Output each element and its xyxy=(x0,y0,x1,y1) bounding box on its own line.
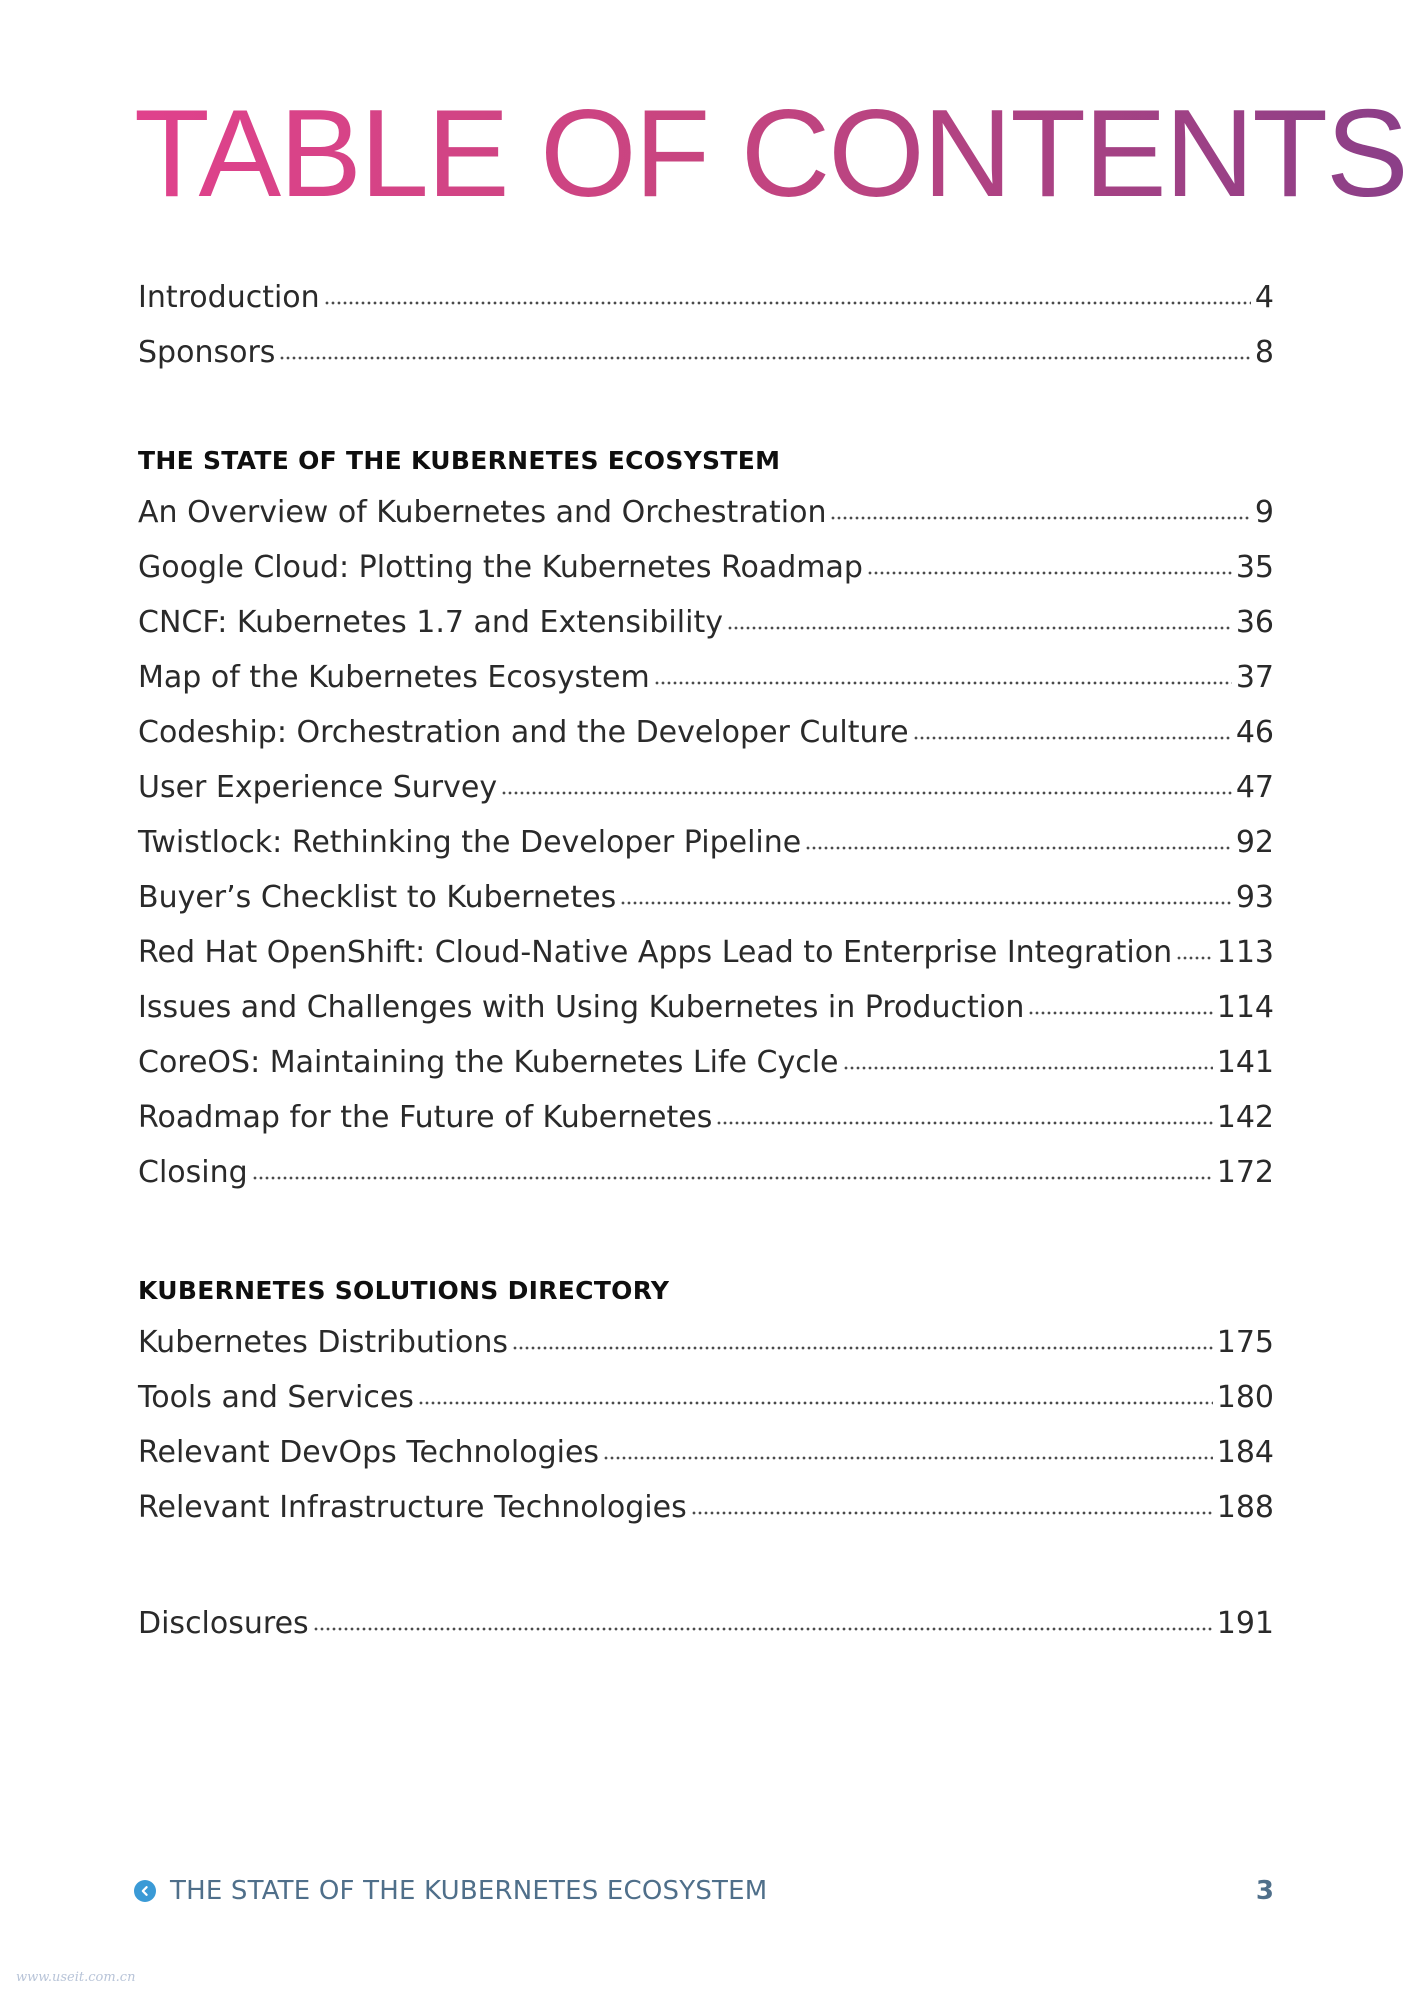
toc-entry[interactable] xyxy=(138,325,1274,380)
section-heading: THE STATE OF THE KUBERNETES ECOSYSTEM xyxy=(138,446,781,475)
toc-entry-label: CoreOS: Maintaining the Kubernetes Life Cycle xyxy=(138,1045,839,1080)
toc-entry-page: 172 xyxy=(1216,1155,1274,1190)
dot-leader xyxy=(727,624,1232,632)
toc-entry-label: Codeship: Orchestration and the Developer Culture xyxy=(138,715,909,750)
toc-entry-page: 180 xyxy=(1216,1380,1274,1415)
toc-entry[interactable] xyxy=(138,705,1274,760)
toc-entry[interactable] xyxy=(138,1370,1274,1425)
dot-leader xyxy=(654,679,1232,687)
toc-entry-label: Google Cloud: Plotting the Kubernetes Roadmap xyxy=(138,550,863,585)
dot-leader xyxy=(867,569,1232,577)
toc-entry-page: 93 xyxy=(1235,880,1274,915)
toc-entry-page: 37 xyxy=(1235,660,1274,695)
toc-entry[interactable] xyxy=(138,1145,1274,1200)
toc-entry[interactable] xyxy=(138,815,1274,870)
toc-entry[interactable] xyxy=(138,485,1274,540)
section-heading: KUBERNETES SOLUTIONS DIRECTORY xyxy=(138,1276,670,1305)
toc-entry-page: 46 xyxy=(1235,715,1274,750)
dot-leader xyxy=(279,354,1251,362)
toc-entry-label: Introduction xyxy=(138,280,320,315)
toc-directory-section xyxy=(138,1267,1274,1535)
toc-entry[interactable] xyxy=(138,650,1274,705)
toc-entry-label: Buyer’s Checklist to Kubernetes xyxy=(138,880,617,915)
toc-entry[interactable] xyxy=(138,1425,1274,1480)
toc-entry[interactable] xyxy=(138,1596,1274,1651)
toc-entry[interactable] xyxy=(138,980,1274,1035)
toc-entry[interactable] xyxy=(138,595,1274,650)
toc-entry-label: Roadmap for the Future of Kubernetes xyxy=(138,1100,713,1135)
footer-title: THE STATE OF THE KUBERNETES ECOSYSTEM xyxy=(170,1876,768,1906)
toc-entry[interactable] xyxy=(138,270,1274,325)
toc-entry-label: Disclosures xyxy=(138,1606,309,1641)
toc-entry-label: CNCF: Kubernetes 1.7 and Extensibility xyxy=(138,605,723,640)
toc-entry-page: 92 xyxy=(1235,825,1274,860)
toc-entry-page: 175 xyxy=(1216,1325,1274,1360)
dot-leader xyxy=(805,844,1232,852)
chevron-left-circle-icon[interactable] xyxy=(134,1880,156,1902)
dot-leader xyxy=(716,1119,1212,1127)
toc-entry-page: 9 xyxy=(1254,495,1274,530)
toc-entry[interactable] xyxy=(138,1315,1274,1370)
toc-entry[interactable] xyxy=(138,1035,1274,1090)
toc-entry-page: 113 xyxy=(1216,935,1274,970)
page-title: TABLE OF CONTENTS xyxy=(134,85,1407,223)
toc-entry-label: Kubernetes Distributions xyxy=(138,1325,509,1360)
toc-entry-label: User Experience Survey xyxy=(138,770,498,805)
watermark: www.useit.com.cn xyxy=(16,1970,136,1985)
toc-entry-page: 191 xyxy=(1216,1606,1274,1641)
toc-entry[interactable] xyxy=(138,540,1274,595)
toc-entry[interactable] xyxy=(138,760,1274,815)
dot-leader xyxy=(1176,954,1213,962)
toc-entry[interactable] xyxy=(138,1090,1274,1145)
toc-entry-page: 141 xyxy=(1216,1045,1274,1080)
toc-entry-page: 4 xyxy=(1254,280,1274,315)
toc-entry[interactable] xyxy=(138,925,1274,980)
dot-leader xyxy=(620,899,1232,907)
toc-entry-label: Sponsors xyxy=(138,335,276,370)
dot-leader xyxy=(324,299,1251,307)
dot-leader xyxy=(252,1174,1213,1182)
toc-entry-label: Red Hat OpenShift: Cloud-Native Apps Lead to Enterprise Integration xyxy=(138,935,1173,970)
toc-state-section xyxy=(138,437,1274,1200)
toc-entry-label: An Overview of Kubernetes and Orchestration xyxy=(138,495,827,530)
dot-leader xyxy=(512,1344,1213,1352)
toc-entry-label: Issues and Challenges with Using Kubernetes in Production xyxy=(138,990,1025,1025)
toc-entry-label: Map of the Kubernetes Ecosystem xyxy=(138,660,650,695)
toc-entry[interactable] xyxy=(138,1480,1274,1535)
toc-entry-page: 8 xyxy=(1254,335,1274,370)
toc-entry-label: Relevant DevOps Technologies xyxy=(138,1435,600,1470)
toc-entry-label: Tools and Services xyxy=(138,1380,414,1415)
dot-leader xyxy=(843,1064,1213,1072)
toc-entry-page: 114 xyxy=(1216,990,1274,1025)
toc-entry-label: Closing xyxy=(138,1155,248,1190)
toc-entry-label: Twistlock: Rethinking the Developer Pipeline xyxy=(138,825,802,860)
toc-entry-page: 36 xyxy=(1235,605,1274,640)
toc-entry[interactable] xyxy=(138,870,1274,925)
toc-entry-page: 184 xyxy=(1216,1435,1274,1470)
toc-entry-page: 47 xyxy=(1235,770,1274,805)
footer-page-number: 3 xyxy=(1255,1876,1274,1906)
toc-entry-page: 188 xyxy=(1216,1490,1274,1525)
toc-front-section xyxy=(138,270,1274,380)
dot-leader xyxy=(313,1625,1213,1633)
dot-leader xyxy=(501,789,1232,797)
dot-leader xyxy=(913,734,1232,742)
toc-back-section xyxy=(138,1596,1274,1651)
dot-leader xyxy=(418,1399,1213,1407)
toc-entry-page: 142 xyxy=(1216,1100,1274,1135)
dot-leader xyxy=(603,1454,1213,1462)
toc-entry-page: 35 xyxy=(1235,550,1274,585)
dot-leader xyxy=(691,1509,1213,1517)
dot-leader xyxy=(1028,1009,1212,1017)
toc-entry-label: Relevant Infrastructure Technologies xyxy=(138,1490,687,1525)
page-footer xyxy=(134,1873,1274,1909)
dot-leader xyxy=(830,514,1250,522)
